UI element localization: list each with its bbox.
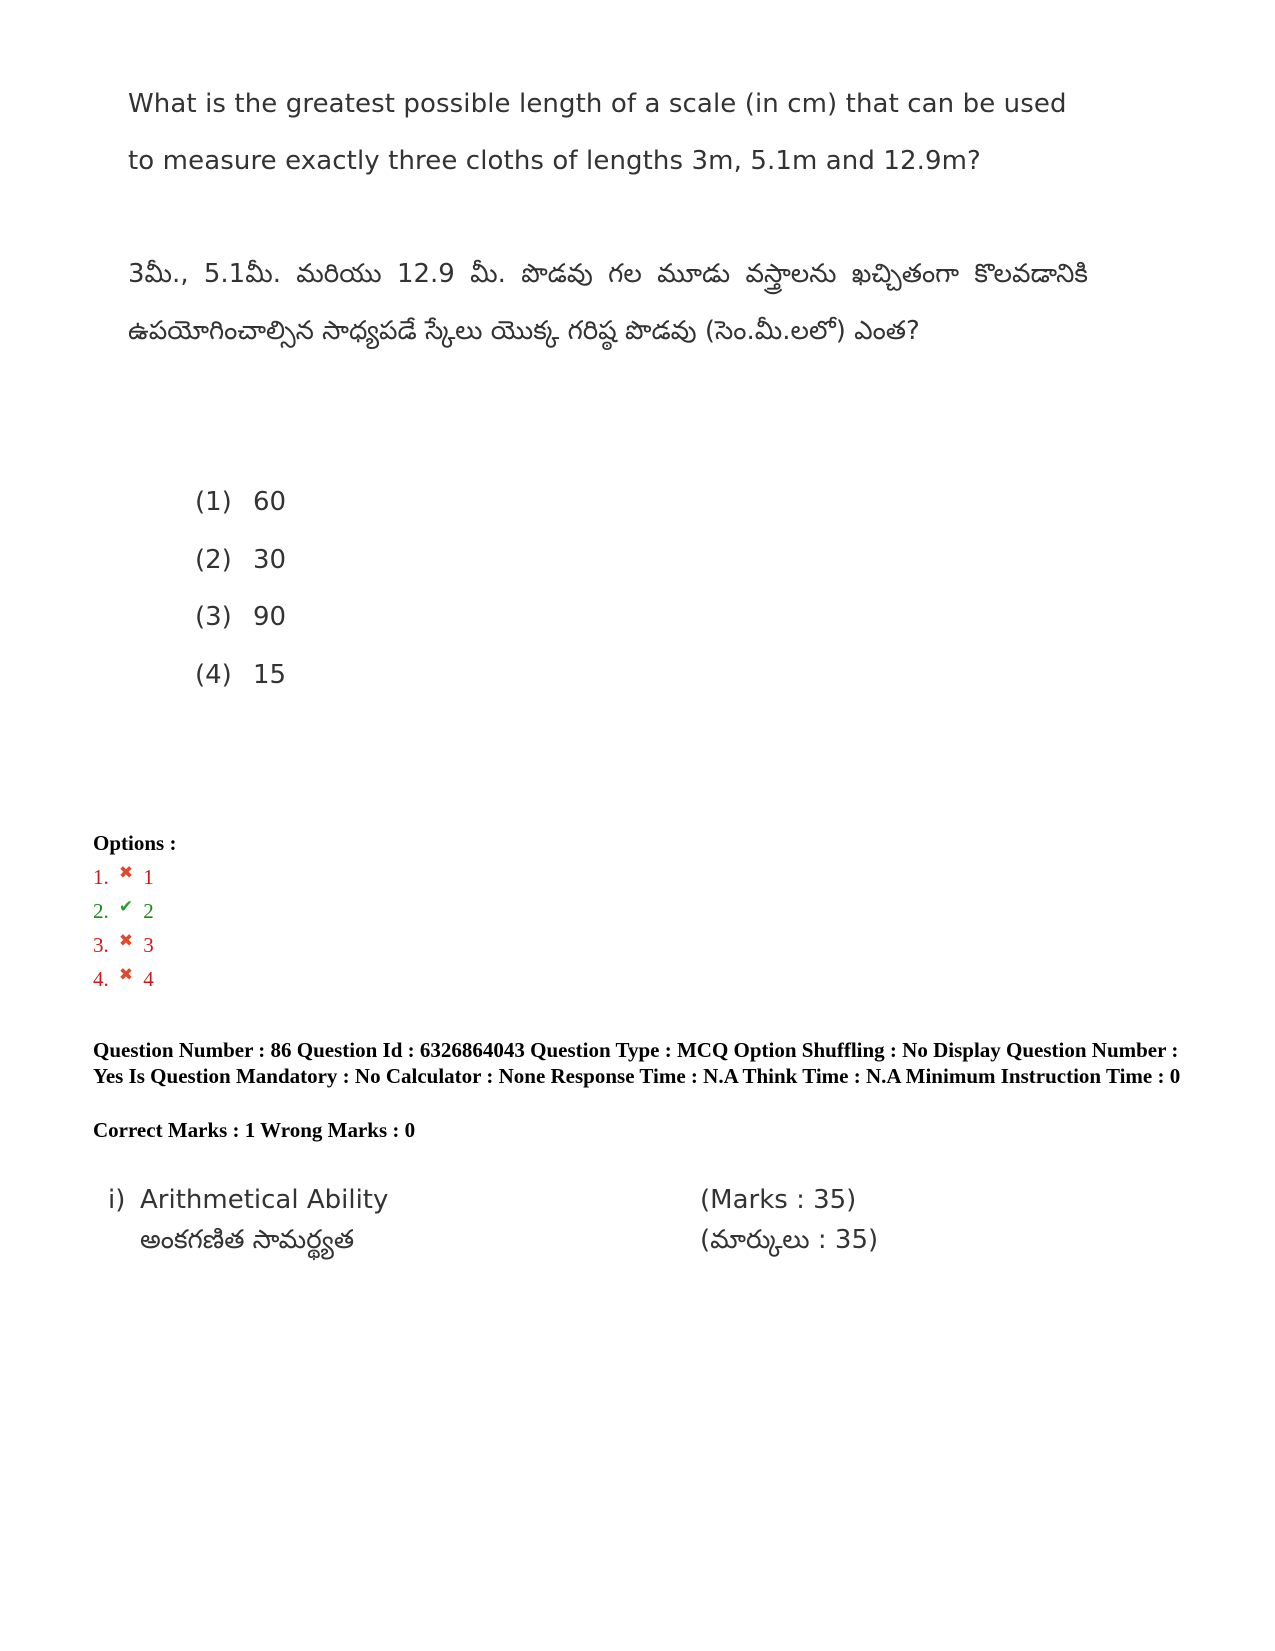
option-3 [93,928,176,962]
section-header [108,1180,1108,1260]
choice-1 [195,474,286,532]
choice-number: (2) [195,544,232,575]
choice-number: (3) [195,602,232,632]
section-marks-telugu: (మార్కులు : 35) [700,1225,879,1255]
option-label: 3 [143,933,154,957]
section-marks-english: (Marks : 35) [700,1185,857,1215]
option-index: 2. [93,899,109,923]
cross-icon: ✖ [118,965,134,984]
choice-value: 15 [253,659,287,690]
option-label: 1 [143,865,154,889]
option-label: 4 [143,967,154,991]
choice-2 [195,532,286,590]
marks-info: Correct Marks : 1 Wrong Marks : 0 [93,1118,416,1142]
option-2 [93,894,176,928]
choice-number: (1) [195,487,232,517]
option-index: 1. [93,865,109,889]
choice-number: (4) [195,659,232,690]
question-metadata: Question Number : 86 Question Id : 6326864043 Question Type : MCQ Option Shuffling : No Display Question Number : Yes Is Question Mandatory : No Calculator : None Response Time : N.A Think Time : N.A Minimum Instruction Time : 0 [93,1038,1181,1088]
options-block [93,826,176,996]
section-row-english [108,1180,1108,1220]
option-4 [93,962,176,996]
check-icon: ✔ [118,897,134,916]
option-1 [93,860,176,894]
choice-3 [195,589,286,647]
answer-choices [195,474,286,704]
section-row-telugu [108,1220,1108,1260]
option-index: 3. [93,933,109,957]
option-index: 4. [93,967,109,991]
choice-4 [195,647,286,705]
section-index: i) [108,1185,126,1215]
question-text-telugu: 3మీ., 5.1మీ. మరియు 12.9 మీ. పొడవు గల మూడు వస్త్రాలను ఖచ్చితంగా కొలవడానికి ఉపయోగించాల్సిన సాధ్యపడే స్కేలు యొక్క గరిష్ఠ పొడవు (సెం.మీ.లలో) ఎంత? [128,259,1088,346]
choice-value: 60 [253,487,287,517]
section-title-english: Arithmetical Ability [140,1185,389,1215]
choice-value: 30 [253,544,287,575]
choice-value: 90 [253,602,287,632]
options-heading: Options : [93,831,177,855]
cross-icon: ✖ [118,931,134,950]
section-title-telugu: అంకగణిత సామర్థ్యత [140,1225,355,1255]
cross-icon: ✖ [118,863,134,882]
question-text-english: What is the greatest possible length of a scale (in cm) that can be used to measure exactly three cloths of lengths 3m, 5.1m and 12.9m? [128,89,1067,176]
option-label: 2 [143,899,154,923]
